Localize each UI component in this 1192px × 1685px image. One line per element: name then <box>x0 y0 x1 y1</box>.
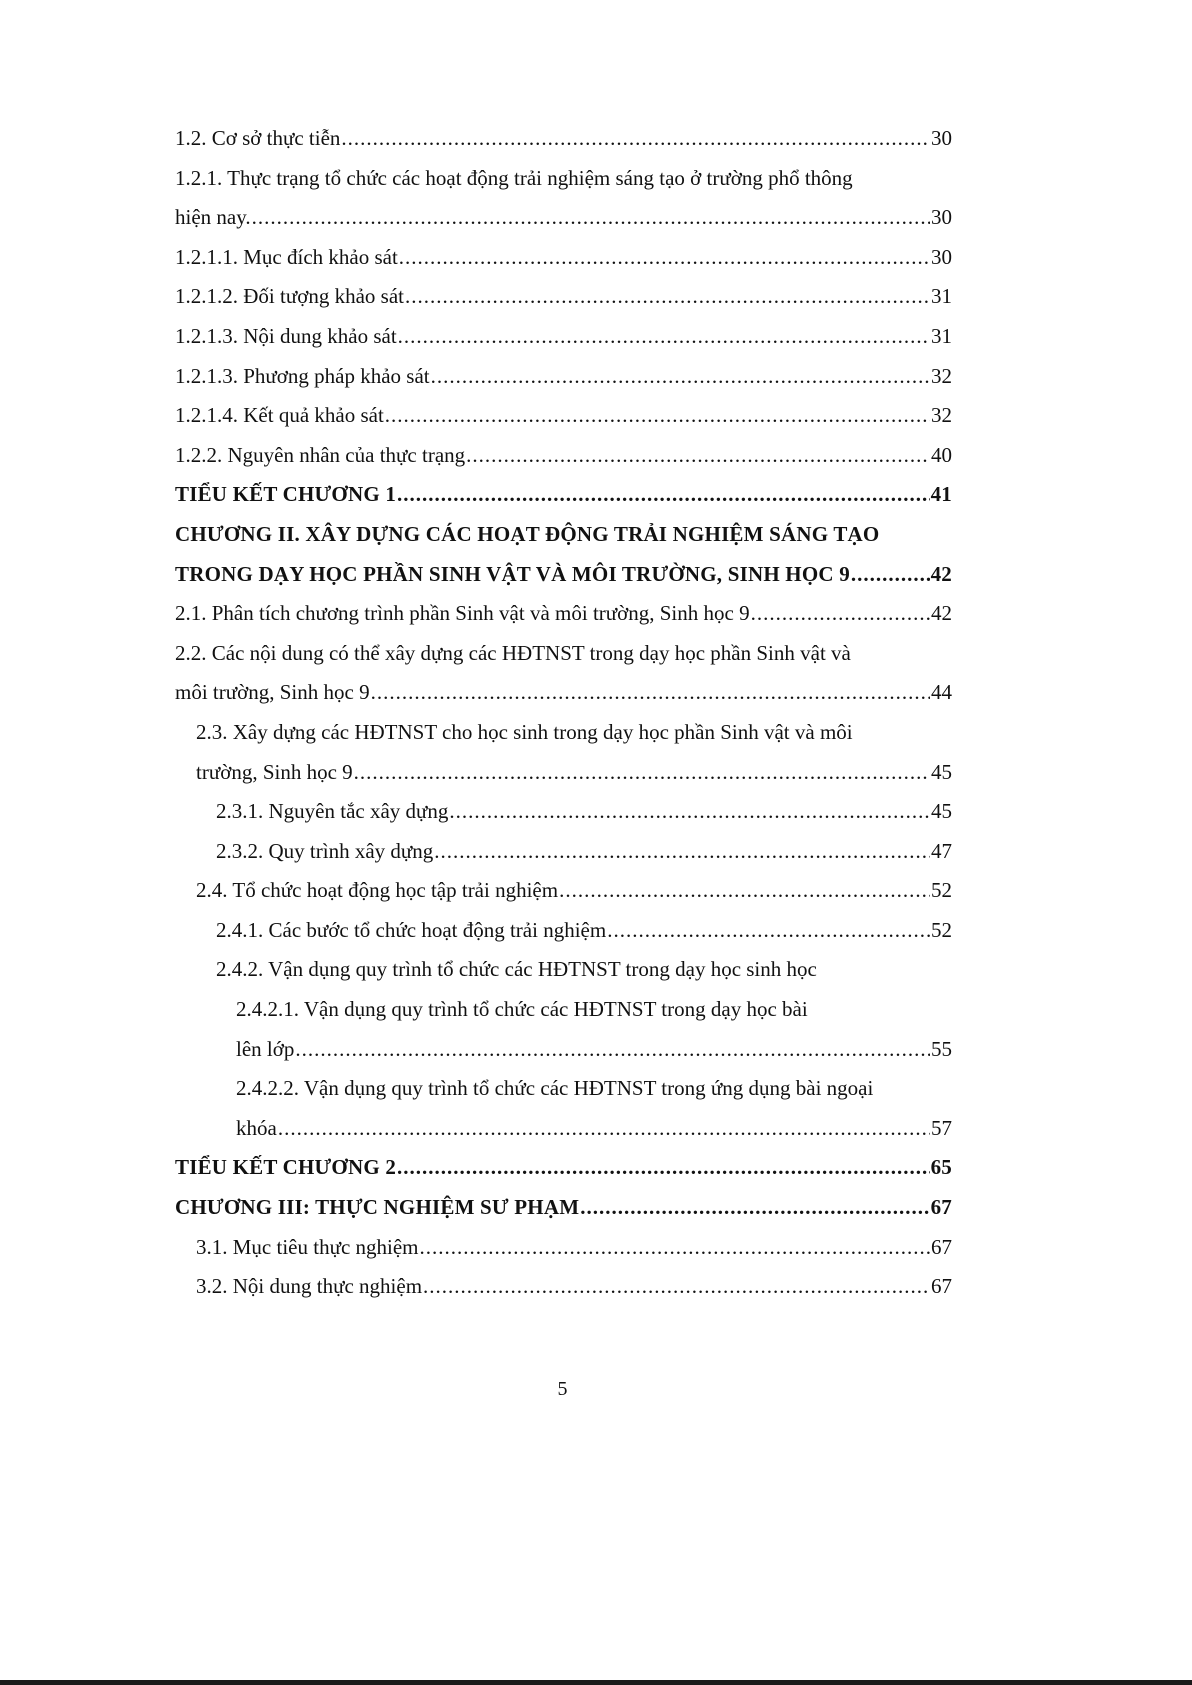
toc-leader-dots <box>399 238 930 278</box>
toc-entry-title: 1.2.2. Nguyên nhân của thực trạng <box>175 442 466 467</box>
toc-entry <box>175 1267 952 1307</box>
toc-chapter-summary <box>175 475 952 515</box>
toc-entry-title: trường, Sinh học 9 <box>196 759 353 784</box>
toc-entry-page: 32 <box>931 363 952 388</box>
toc-entry-page: 67 <box>931 1274 952 1299</box>
toc-entry-page: 45 <box>931 799 952 824</box>
toc-entry-page: 57 <box>931 1115 952 1140</box>
toc-leader-dots <box>354 753 930 793</box>
toc-entry-continuation <box>175 198 952 238</box>
toc-entry-page: 45 <box>931 759 952 784</box>
toc-entry <box>175 357 952 397</box>
toc-leader-dots <box>449 792 930 832</box>
toc-entry-page: 30 <box>931 244 952 269</box>
toc-entry-page: 65 <box>930 1155 952 1180</box>
toc-entry-title: 2.1. Phân tích chương trình phần Sinh vật và môi trường, Sinh học 9 <box>175 601 750 626</box>
toc-entry <box>175 911 952 951</box>
toc-entry <box>175 238 952 278</box>
toc-entry-title: 2.4.2.1. Vận dụng quy trình tổ chức các HĐTNST trong dạy học bài <box>236 997 808 1022</box>
toc-entry-page: 41 <box>930 482 952 507</box>
toc-entry <box>175 436 952 476</box>
toc-entry <box>175 713 952 753</box>
page-bottom-edge <box>0 1680 1192 1685</box>
toc-entry-page: 32 <box>931 403 952 428</box>
toc-entry-title: 2.3.1. Nguyên tắc xây dựng <box>216 799 449 824</box>
toc-leader-dots <box>607 911 930 951</box>
toc-entry-title: 2.3. Xây dựng các HĐTNST cho học sinh trong dạy học phần Sinh vật và môi <box>196 719 853 744</box>
toc-leader-dots <box>423 1267 930 1307</box>
toc-entry-continuation <box>175 673 952 713</box>
toc-entry-page: 47 <box>931 838 952 863</box>
toc-entry <box>175 871 952 911</box>
toc-chapter-heading <box>175 515 952 555</box>
toc-leader-dots <box>295 1030 930 1070</box>
toc-leader-dots <box>371 673 930 713</box>
toc-entry <box>175 634 952 674</box>
toc-entry-page: 31 <box>931 323 952 348</box>
toc-entry <box>175 1069 952 1109</box>
toc-chapter-heading-continuation <box>175 555 952 595</box>
toc-entry-page: 67 <box>931 1234 952 1259</box>
toc-entry <box>175 990 952 1030</box>
toc-leader-dots <box>751 594 930 634</box>
toc-leader-dots <box>466 436 930 476</box>
toc-entry-title: TIỂU KẾT CHƯƠNG 1 <box>175 482 397 507</box>
toc-entry-page: 52 <box>931 878 952 903</box>
toc-entry-page: 31 <box>931 284 952 309</box>
toc-entry-page: 52 <box>931 917 952 942</box>
toc-entry-page: 44 <box>931 680 952 705</box>
toc-entry-page: 42 <box>930 561 952 586</box>
toc-entry-page: 67 <box>930 1195 952 1220</box>
toc-leader-dots <box>397 475 930 515</box>
toc-entry-title: lên lớp <box>236 1036 295 1061</box>
toc-chapter-summary <box>175 1148 952 1188</box>
toc-entry <box>175 317 952 357</box>
page-number: 5 <box>557 1378 568 1400</box>
toc-entry <box>175 159 952 199</box>
toc-entry-title: 1.2.1.3. Nội dung khảo sát <box>175 323 397 348</box>
toc-entry-title: 2.3.2. Quy trình xây dựng <box>216 838 434 863</box>
toc-entry-title: 1.2.1.3. Phương pháp khảo sát <box>175 363 430 388</box>
toc-entry-continuation <box>175 1030 952 1070</box>
toc-entry-title: hiện nay. <box>175 205 251 230</box>
table-of-contents <box>175 119 952 1307</box>
toc-entry-title: khóa <box>236 1115 277 1140</box>
toc-entry-title: 1.2. Cơ sở thực tiễn <box>175 126 341 150</box>
toc-leader-dots <box>434 832 930 872</box>
toc-entry-title: 2.4.2.2. Vận dụng quy trình tổ chức các HĐTNST trong ứng dụng bài ngoại <box>236 1076 874 1101</box>
toc-entry <box>175 594 952 634</box>
toc-entry-page: 30 <box>931 205 952 230</box>
toc-entry-page: 40 <box>931 442 952 467</box>
toc-entry-title: 1.2.1. Thực trạng tổ chức các hoạt động trải nghiệm sáng tạo ở trường phổ thông <box>175 165 853 190</box>
toc-leader-dots <box>398 317 930 357</box>
toc-entry <box>175 1228 952 1268</box>
toc-entry-title: CHƯƠNG II. XÂY DỰNG CÁC HOẠT ĐỘNG TRẢI NGHIỆM SÁNG TẠO <box>175 521 880 546</box>
toc-entry-title: 3.2. Nội dung thực nghiệm <box>196 1274 423 1299</box>
toc-leader-dots <box>559 871 930 911</box>
toc-entry <box>175 119 952 159</box>
toc-leader-dots <box>341 119 930 159</box>
toc-entry-title: 3.1. Mục tiêu thực nghiệm <box>196 1234 419 1259</box>
toc-entry <box>175 832 952 872</box>
toc-entry <box>175 277 952 317</box>
toc-entry <box>175 396 952 436</box>
toc-entry-title: TIỂU KẾT CHƯƠNG 2 <box>175 1155 397 1180</box>
toc-entry-title: 1.2.1.4. Kết quả khảo sát <box>175 403 384 428</box>
toc-entry-title: TRONG DẠY HỌC PHẦN SINH VẬT VÀ MÔI TRƯỜNG, SINH HỌC 9 <box>175 561 850 586</box>
toc-entry-title: 2.2. Các nội dung có thể xây dựng các HĐTNST trong dạy học phần Sinh vật và <box>175 640 851 665</box>
toc-entry-page: 55 <box>931 1036 952 1061</box>
toc-entry-title: 1.2.1.2. Đối tượng khảo sát <box>175 284 404 309</box>
toc-leader-dots <box>397 1148 930 1188</box>
toc-leader-dots <box>385 396 930 436</box>
toc-entry-title: 2.4.1. Các bước tổ chức hoạt động trải nghiệm <box>216 917 607 942</box>
toc-entry-title: 1.2.1.1. Mục đích khảo sát <box>175 244 398 269</box>
toc-leader-dots <box>405 277 930 317</box>
toc-entry-continuation <box>175 753 952 793</box>
toc-entry-title: 2.4. Tổ chức hoạt động học tập trải nghiệm <box>196 878 559 903</box>
toc-entry-title: CHƯƠNG III: THỰC NGHIỆM SƯ PHẠM <box>175 1195 580 1220</box>
toc-entry <box>175 792 952 832</box>
toc-leader-dots <box>851 555 930 595</box>
toc-leader-dots <box>431 357 930 397</box>
toc-entry-title: môi trường, Sinh học 9 <box>175 680 370 705</box>
toc-entry-page: 30 <box>931 126 952 150</box>
toc-entry <box>175 950 952 990</box>
toc-entry-continuation <box>175 1109 952 1149</box>
toc-leader-dots <box>580 1188 929 1228</box>
toc-entry-page: 42 <box>931 601 952 626</box>
toc-entry-title: 2.4.2. Vận dụng quy trình tổ chức các HĐTNST trong dạy học sinh học <box>216 957 817 982</box>
toc-leader-dots <box>252 198 930 238</box>
toc-leader-dots <box>278 1109 930 1149</box>
toc-chapter-heading <box>175 1188 952 1228</box>
toc-leader-dots <box>420 1228 930 1268</box>
